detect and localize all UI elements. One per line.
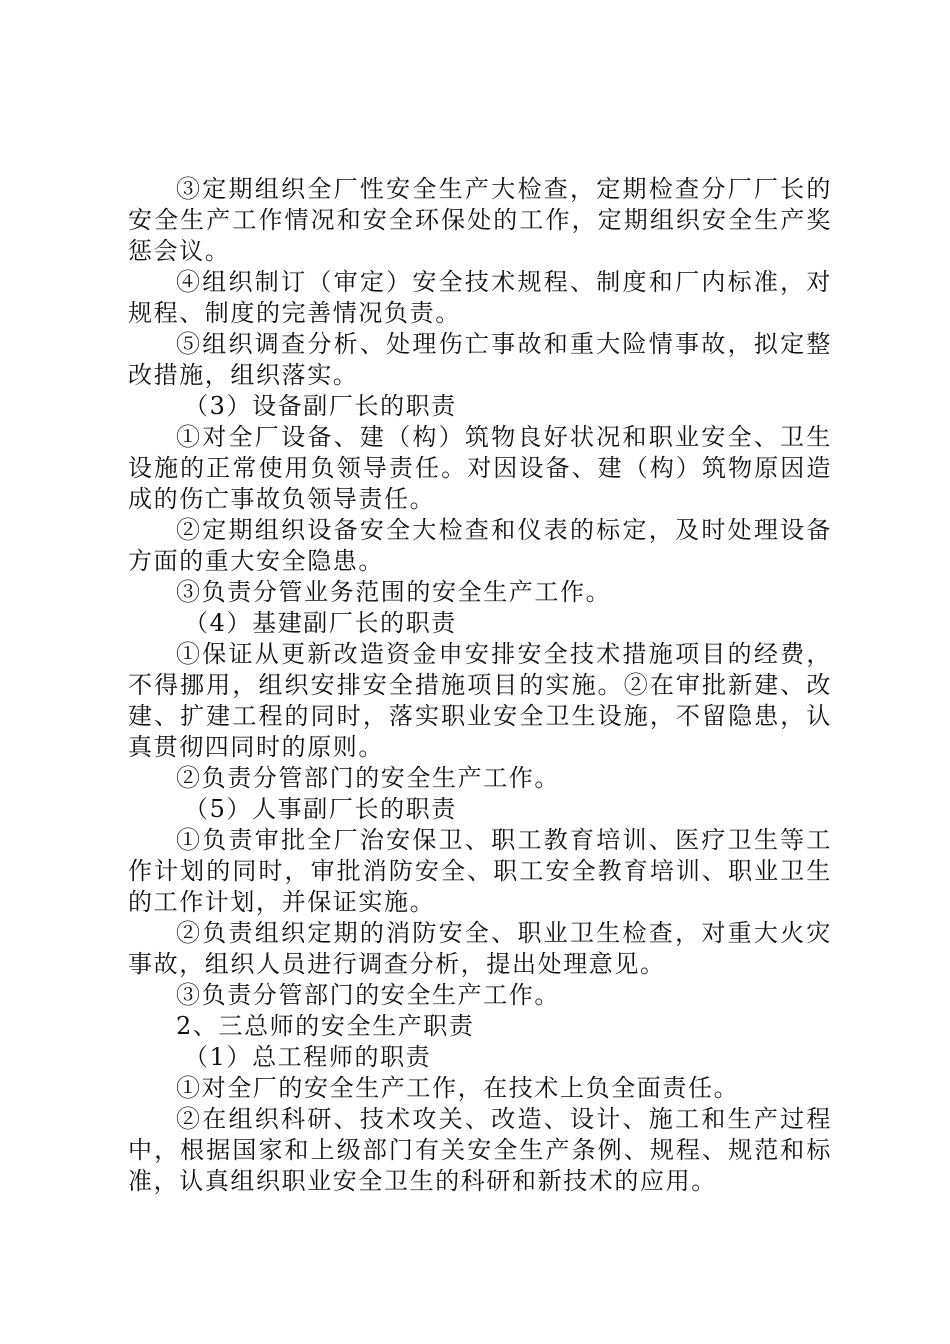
section-title: 2、三总师的安全生产职责: [176, 1012, 475, 1040]
paragraph: ②定期组织设备安全大检查和仪表的标定，及时处理设备方面的重大安全隐患。: [128, 516, 832, 575]
paragraph: ③负责分管业务范围的安全生产工作。: [176, 578, 612, 606]
paragraph: ②负责组织定期的消防安全、职业卫生检查，对重大火灾事故，组织人员进行调查分析，提出处理意见。: [128, 919, 832, 978]
paragraph: ①保证从更新改造资金申安排安全技术措施项目的经费，不得挪用，组织安排安全措施项目的实施。②在审批新建、改建、扩建工程的同时，落实职业安全卫生设施，不留隐患，认真贯彻四同时的原则。: [128, 640, 832, 761]
section-heading: （5）人事副厂长的职责: [184, 795, 457, 823]
paragraph: ①对全厂设备、建（构）筑物良好状况和职业安全、卫生设施的正常使用负领导责任。对因设备、建（构）筑物原因造成的伤亡事故负领导责任。: [128, 423, 832, 513]
paragraph: ③定期组织全厂性安全生产大检查，定期检查分厂厂长的安全生产工作情况和安全环保处的工作，定期组织安全生产奖惩会议。: [128, 175, 832, 265]
paragraph: ④组织制订（审定）安全技术规程、制度和厂内标准，对规程、制度的完善情况负责。: [128, 268, 832, 327]
section-heading: （4）基建副厂长的职责: [184, 609, 457, 637]
paragraph: ③负责分管部门的安全生产工作。: [176, 981, 560, 1009]
document-body: [128, 174, 832, 1197]
paragraph: ①负责审批全厂治安保卫、职工教育培训、医疗卫生等工作计划的同时，审批消防安全、职工安全教育培训、职业卫生的工作计划，并保证实施。: [128, 826, 832, 916]
section-heading: （3）设备副厂长的职责: [184, 392, 457, 420]
section-heading: （1）总工程师的职责: [184, 1043, 432, 1071]
paragraph: ②负责分管部门的安全生产工作。: [176, 764, 560, 792]
paragraph: ②在组织科研、技术攻关、改造、设计、施工和生产过程中，根据国家和上级部门有关安全生产条例、规程、规范和标准，认真组织职业安全卫生的科研和新技术的应用。: [128, 1105, 832, 1195]
paragraph: ①对全厂的安全生产工作，在技术上负全面责任。: [176, 1074, 740, 1102]
paragraph: ⑤组织调查分析、处理伤亡事故和重大险情事故，拟定整改措施，组织落实。: [128, 330, 832, 389]
